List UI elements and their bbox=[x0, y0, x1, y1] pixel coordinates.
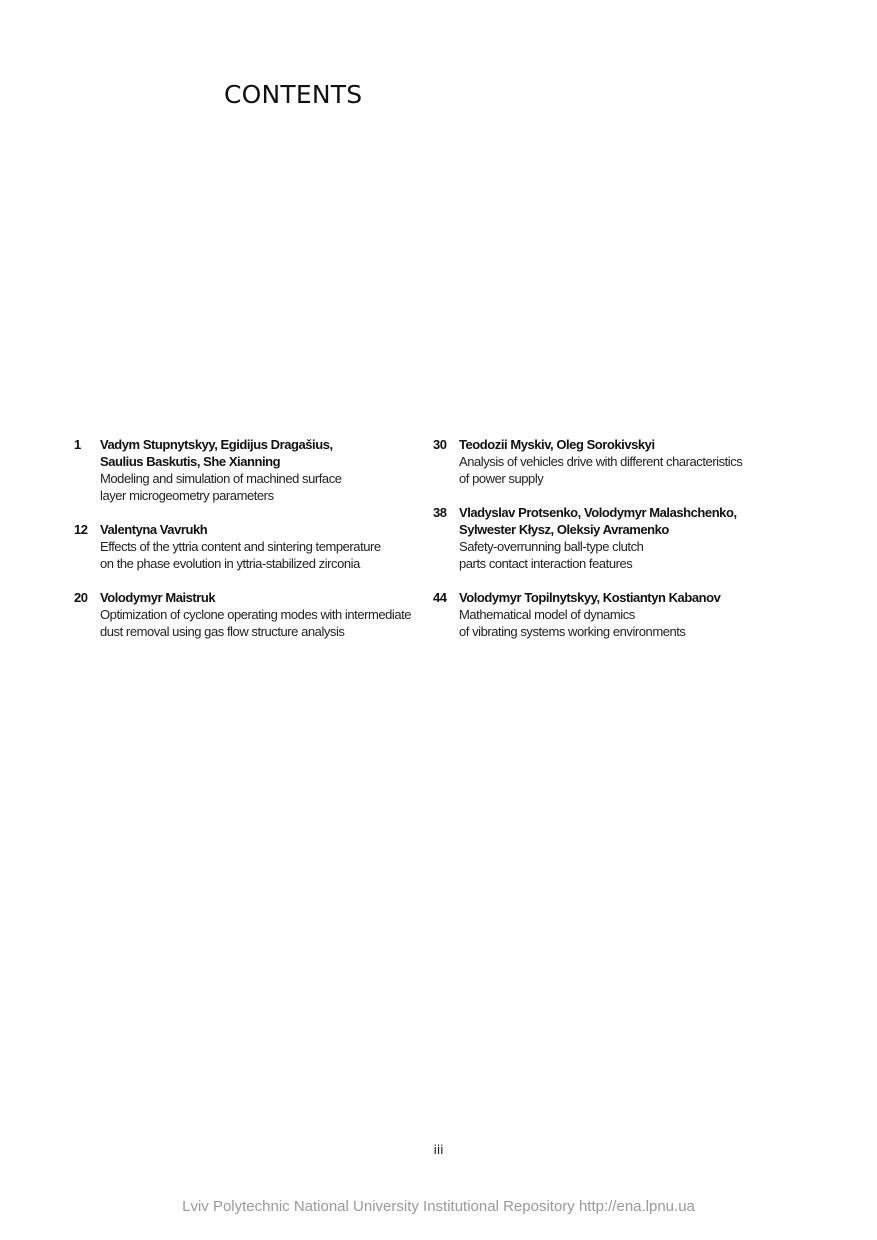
toc-authors bbox=[459, 504, 813, 538]
toc-authors-line: Volodymyr Topilnytskyy, Kostiantyn Kabanov bbox=[459, 590, 721, 605]
toc-authors bbox=[459, 436, 813, 453]
toc-authors-line: Vladyslav Protsenko, Volodymyr Malashchenko, bbox=[459, 505, 737, 520]
toc-entry-body bbox=[100, 521, 454, 572]
toc-title-line: on the phase evolution in yttria-stabilized zirconia bbox=[100, 556, 360, 571]
toc-authors-line: Teodozii Myskiv, Oleg Sorokivskyi bbox=[459, 437, 655, 452]
toc-authors-line: Sylwester Kłysz, Oleksiy Avramenko bbox=[459, 522, 669, 537]
toc-title-line: Effects of the yttria content and sintering temperature bbox=[100, 539, 381, 554]
toc-title-line: of power supply bbox=[459, 471, 544, 486]
toc-page-number: 38 bbox=[433, 505, 447, 520]
toc-entry-body bbox=[459, 589, 813, 640]
toc-entry[interactable] bbox=[433, 589, 813, 640]
toc-entry-body bbox=[459, 436, 813, 487]
toc-title-line: Modeling and simulation of machined surface bbox=[100, 471, 342, 486]
toc-title-line: of vibrating systems working environments bbox=[459, 624, 686, 639]
toc-page-number: 44 bbox=[433, 590, 447, 605]
toc-authors-line: Vadym Stupnytskyy, Egidijus Dragašius, bbox=[100, 437, 333, 452]
toc-entry-body bbox=[100, 589, 454, 640]
toc-authors-line: Volodymyr Maistruk bbox=[100, 590, 216, 605]
toc-right-column bbox=[433, 436, 813, 657]
toc-article-title bbox=[100, 606, 454, 640]
toc-page-number: 20 bbox=[74, 590, 88, 605]
repository-footer: Lviv Polytechnic National University Institutional Repository http://ena.lpnu.ua bbox=[182, 1198, 695, 1215]
toc-title-line: parts contact interaction features bbox=[459, 556, 633, 571]
toc-authors bbox=[100, 436, 454, 470]
toc-entry[interactable] bbox=[433, 436, 813, 487]
toc-entry-body bbox=[459, 504, 813, 572]
toc-title-line: Safety-overrunning ball-type clutch bbox=[459, 539, 644, 554]
toc-page-number: 1 bbox=[74, 437, 81, 452]
toc-page-number: 12 bbox=[74, 522, 88, 537]
toc-left-column bbox=[74, 436, 454, 657]
toc-entry[interactable] bbox=[433, 504, 813, 572]
toc-article-title bbox=[100, 470, 454, 504]
toc-title-line: Analysis of vehicles drive with different characteristics bbox=[459, 454, 743, 469]
page-title: CONTENTS bbox=[224, 80, 363, 109]
toc-title-line: layer microgeometry parameters bbox=[100, 488, 274, 503]
toc-article-title bbox=[459, 453, 813, 487]
toc-entry[interactable] bbox=[74, 436, 454, 504]
toc-authors bbox=[459, 589, 813, 606]
toc-title-line: Mathematical model of dynamics bbox=[459, 607, 635, 622]
toc-title-line: dust removal using gas flow structure analysis bbox=[100, 624, 345, 639]
toc-entry-body bbox=[100, 436, 454, 504]
toc-page-number: 30 bbox=[433, 437, 447, 452]
toc-authors-line: Valentyna Vavrukh bbox=[100, 522, 208, 537]
toc-authors bbox=[100, 521, 454, 538]
toc-article-title bbox=[459, 538, 813, 572]
toc-article-title bbox=[459, 606, 813, 640]
toc-authors-line: Saulius Baskutis, She Xianning bbox=[100, 454, 281, 469]
toc-title-line: Optimization of cyclone operating modes with intermediate bbox=[100, 607, 412, 622]
toc-article-title bbox=[100, 538, 454, 572]
toc-authors bbox=[100, 589, 454, 606]
toc-entry[interactable] bbox=[74, 521, 454, 572]
page-number: iii bbox=[433, 1143, 444, 1157]
toc-entry[interactable] bbox=[74, 589, 454, 640]
